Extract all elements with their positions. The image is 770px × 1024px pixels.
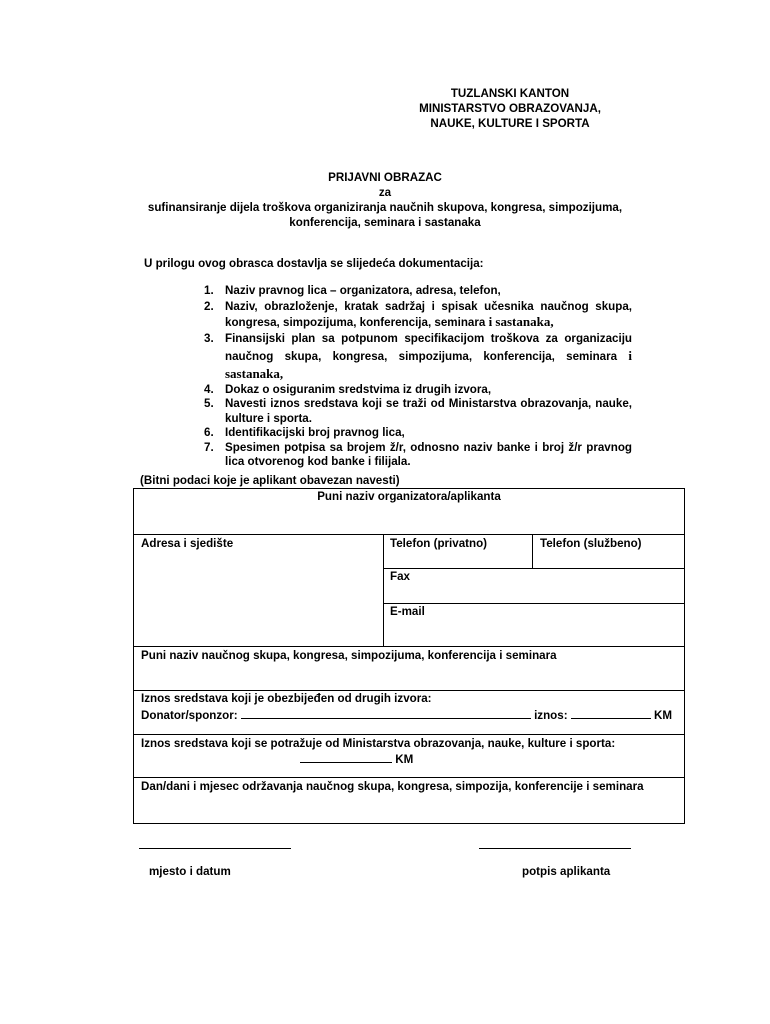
list-number: 2. xyxy=(204,299,214,313)
form-title-za: za xyxy=(378,186,392,199)
list-number: 7. xyxy=(204,440,214,454)
header-ministry: MINISTARSTVO OBRAZOVANJA, xyxy=(419,102,601,115)
amount-input-line[interactable] xyxy=(571,707,651,719)
list-number: 6. xyxy=(204,426,214,439)
currency-km: KM xyxy=(654,709,673,722)
ministry-header xyxy=(400,86,620,131)
other-funds-label: Iznos sredstava koji je obezbijeđen od drugih izvora: xyxy=(141,692,432,705)
list-item-tail: i sastanaka, xyxy=(485,314,554,329)
phone-private-label: Telefon (privatno) xyxy=(390,537,488,550)
phone-office-label: Telefon (službeno) xyxy=(540,537,642,550)
form-title-block xyxy=(120,170,650,230)
documents-list xyxy=(204,284,632,470)
list-item xyxy=(204,383,632,398)
list-number: 3. xyxy=(204,331,214,345)
event-date-label: Dan/dani i mjesec održavanja naučnog skupa, kongresa, simpozija, konferencije i seminara xyxy=(141,780,644,793)
donor-input-line[interactable] xyxy=(241,707,531,719)
list-item xyxy=(204,397,632,426)
list-number: 5. xyxy=(204,397,214,410)
list-item xyxy=(204,330,632,383)
phone-private-field[interactable] xyxy=(383,534,532,568)
list-item-tail: i sastanaka, xyxy=(225,347,632,381)
address-label: Adresa i sjedište xyxy=(141,537,234,550)
signature-line[interactable] xyxy=(479,848,631,849)
application-data-table xyxy=(133,488,685,824)
address-field[interactable] xyxy=(134,534,383,646)
amount-label: iznos: xyxy=(534,709,568,722)
donor-label: Donator/sponzor: xyxy=(141,709,238,722)
list-item-text: Dokaz o osiguranim sredstvima iz drugih izvora, xyxy=(225,382,492,396)
fax-label: Fax xyxy=(390,570,410,583)
list-item xyxy=(204,426,632,441)
signature-label: potpis aplikanta xyxy=(522,865,611,878)
header-ministry-cont: NAUKE, KULTURE I SPORTA xyxy=(430,117,590,130)
list-number: 4. xyxy=(204,382,214,396)
list-item-text: Naziv pravnog lica – organizatora, adresa, telefon, xyxy=(225,284,501,297)
ministry-funds-label: Iznos sredstava koji se potražuje od Ministarstva obrazovanja, nauke, kulture i sporta: xyxy=(141,737,616,750)
list-item-text: Navesti iznos sredstava koji se traži od Ministarstva obrazovanja, nauke, kulture i sporta. xyxy=(225,397,632,425)
table-divider xyxy=(134,690,684,691)
ministry-amount-input-line[interactable] xyxy=(300,751,392,763)
email-field[interactable] xyxy=(383,603,684,646)
ministry-amount-row xyxy=(300,751,413,766)
form-subtitle-2: konferencija, seminara i sastanaka xyxy=(289,216,481,229)
form-subtitle-1: sufinansiranje dijela troškova organiziranja naučnih skupova, kongresa, simpozijuma, xyxy=(147,201,623,214)
event-name-field[interactable] xyxy=(134,646,684,690)
list-item-text: Identifikacijski broj pravnog lica, xyxy=(225,426,405,439)
organizer-name-field[interactable] xyxy=(134,491,684,534)
list-item-text: Finansijski plan sa potpunom specifikacijom troškova za organizaciju naučnog skupa, kongresa, simpozijuma, konferencija, seminara xyxy=(225,331,632,363)
intro-text: U prilogu ovog obrasca dostavlja se slijedeća dokumentacija: xyxy=(144,257,484,270)
fax-field[interactable] xyxy=(383,568,684,603)
organizer-name-label: Puni naziv organizatora/aplikanta xyxy=(317,490,501,503)
table-caption: (Bitni podaci koje je aplikant obavezan navesti) xyxy=(140,474,400,487)
form-title: PRIJAVNI OBRAZAC xyxy=(328,171,442,184)
list-item xyxy=(204,284,632,299)
list-number: 1. xyxy=(204,284,214,297)
event-date-field[interactable] xyxy=(134,777,684,823)
event-name-label: Puni naziv naučnog skupa, kongresa, simpozijuma, konferencija i seminara xyxy=(141,649,557,662)
list-item xyxy=(204,299,632,331)
currency-km: KM xyxy=(395,753,414,766)
header-canton: TUZLANSKI KANTON xyxy=(450,87,570,100)
table-divider xyxy=(134,734,684,735)
list-item-text: Naziv, obrazloženje, kratak sadržaj i spisak učesnika naučnog skupa, kongresa, simpozijuma, konferencija, seminara xyxy=(225,299,632,329)
list-item-text: Spesimen potpisa sa brojem ž/r, odnosno naziv banke i broj ž/r pravnog lica otvorenog kod banke i filijala. xyxy=(225,440,632,468)
phone-office-field[interactable] xyxy=(532,534,684,568)
list-item xyxy=(204,441,632,470)
email-label: E-mail xyxy=(390,605,425,618)
place-date-label: mjesto i datum xyxy=(149,865,231,878)
place-date-line[interactable] xyxy=(139,848,291,849)
donor-row xyxy=(141,707,672,722)
